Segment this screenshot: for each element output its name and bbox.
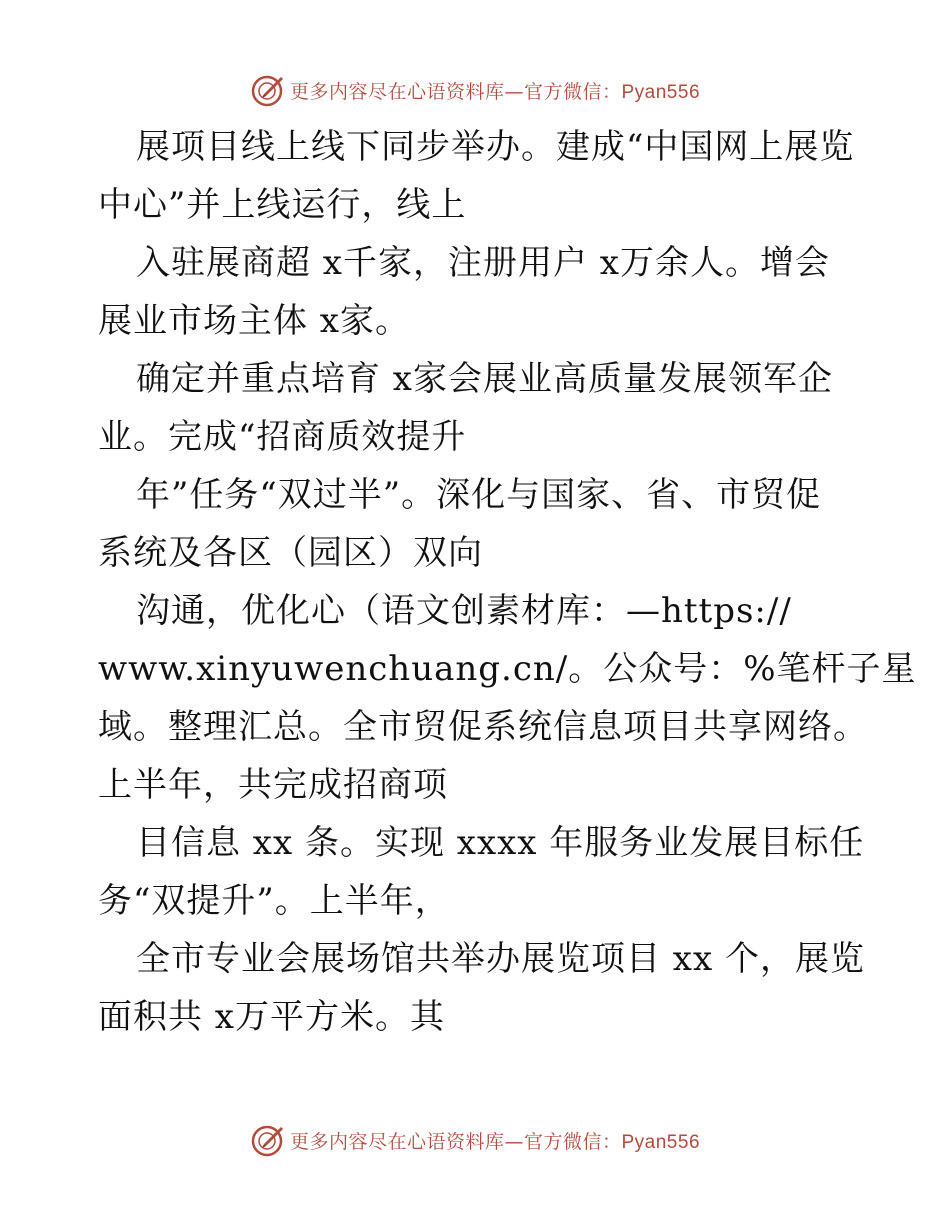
paragraph-line: 上半年，共完成招商项 <box>98 765 448 805</box>
header-banner <box>0 68 950 112</box>
paragraph-line: 展业市场主体 x家。 <box>98 301 410 341</box>
paragraph-line: 沟通，优化心（语文创素材库：—https:// <box>136 591 792 631</box>
document-body <box>98 118 917 1046</box>
footer-wechat-id: Pyan556 <box>621 1131 701 1153</box>
paragraph-line: 确定并重点培育 x家会展业高质量发展领军企 <box>136 359 833 399</box>
header-separator: — <box>504 80 524 103</box>
paragraph-line: 目信息 xx 条。实现 xxxx 年服务业发展目标任 <box>136 823 865 863</box>
paragraph-line: 系统及各区（园区）双向 <box>98 533 483 573</box>
footer-promo <box>290 1127 700 1154</box>
header-official-label: 官方微信： <box>523 80 622 103</box>
paragraph-line: 域。整理汇总。全市贸促系统信息项目共享网络。 <box>98 707 868 747</box>
paragraph-line: 中心”并上线运行，线上 <box>98 185 467 225</box>
paragraph-line: 全市专业会展场馆共举办展览项目 xx 个，展览 <box>136 939 865 979</box>
paragraph-line: 面积共 x万平方米。其 <box>98 997 445 1037</box>
paragraph-line: 业。完成“招商质效提升 <box>98 417 467 457</box>
paragraph-line: 展项目线上线下同步举办。建成“中国网上展览 <box>136 127 855 167</box>
paragraph-line: 年”任务“双过半”。深化与国家、省、市贸促 <box>136 475 822 515</box>
paragraph-line: 务“双提升”。上半年， <box>98 881 450 921</box>
quill-pen-logo-icon <box>250 72 286 108</box>
header-promo-text: 更多内容尽在心语资料库 <box>289 80 505 103</box>
footer-banner <box>0 1118 950 1162</box>
footer-official-label: 官方微信： <box>523 1130 622 1153</box>
paragraph-line: 入驻展商超 x千家，注册用户 x万余人。增会 <box>136 243 830 283</box>
footer-separator: — <box>504 1130 524 1153</box>
header-promo <box>290 77 700 104</box>
header-wechat-id: Pyan556 <box>621 81 701 103</box>
paragraph-line: www.xinyuwenchuang.cn/。公众号：%笔杆子星 <box>98 649 917 689</box>
quill-pen-logo-icon <box>250 1122 286 1158</box>
footer-promo-text: 更多内容尽在心语资料库 <box>289 1130 505 1153</box>
